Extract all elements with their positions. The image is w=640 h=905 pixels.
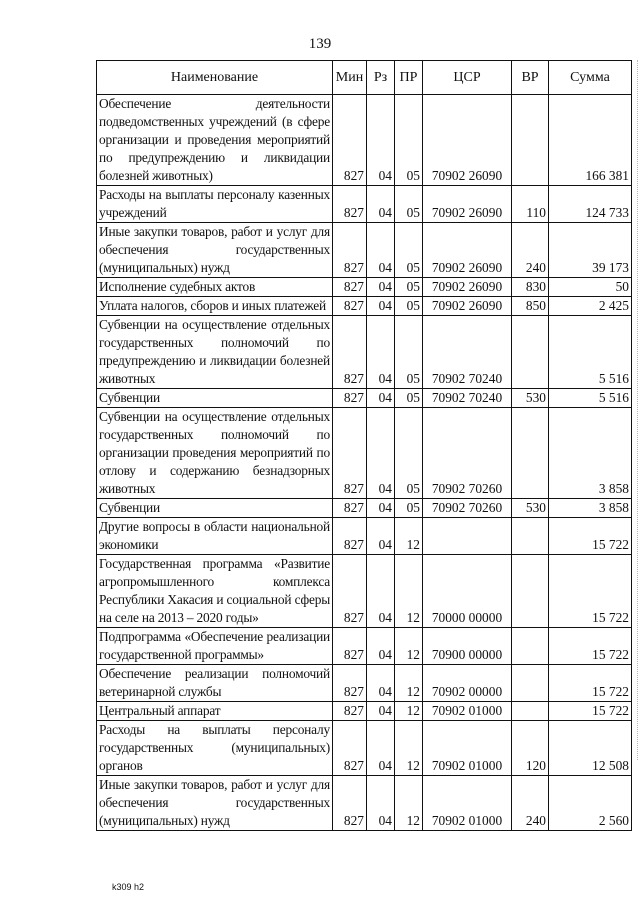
cell-sum: 124 733 xyxy=(549,186,632,223)
cell-min: 827 xyxy=(333,518,367,555)
cell-sum: 12 508 xyxy=(549,721,632,776)
cell-name: Субвенции xyxy=(97,389,333,408)
cell-vr: 530 xyxy=(512,499,549,518)
cell-pr: 05 xyxy=(395,278,423,297)
cell-vr xyxy=(512,628,549,665)
cell-rz: 04 xyxy=(367,628,395,665)
cell-csr: 70902 70260 xyxy=(423,408,512,499)
cell-min: 827 xyxy=(333,702,367,721)
cell-vr: 830 xyxy=(512,278,549,297)
table-row xyxy=(97,628,632,665)
cell-sum: 15 722 xyxy=(549,518,632,555)
cell-csr: 70902 70240 xyxy=(423,316,512,389)
table-row xyxy=(97,297,632,316)
cell-min: 827 xyxy=(333,776,367,831)
header-vr: ВР xyxy=(512,61,549,95)
header-name: Наименование xyxy=(97,61,333,95)
cell-csr: 70902 26090 xyxy=(423,223,512,278)
cell-pr: 05 xyxy=(395,389,423,408)
table-row xyxy=(97,555,632,628)
cell-sum: 2 560 xyxy=(549,776,632,831)
cell-pr: 12 xyxy=(395,702,423,721)
table-row xyxy=(97,316,632,389)
cell-min: 827 xyxy=(333,278,367,297)
cell-min: 827 xyxy=(333,555,367,628)
table-row xyxy=(97,776,632,831)
cell-csr: 70902 70260 xyxy=(423,499,512,518)
cell-csr xyxy=(423,518,512,555)
cell-name: Субвенции на осуществление отдельных государственных полномочий по предупреждению и ликвидации болезней животных xyxy=(97,316,333,389)
cell-sum: 15 722 xyxy=(549,665,632,702)
cell-rz: 04 xyxy=(367,702,395,721)
cell-rz: 04 xyxy=(367,408,395,499)
cell-min: 827 xyxy=(333,223,367,278)
cell-vr xyxy=(512,408,549,499)
cell-sum: 5 516 xyxy=(549,316,632,389)
cell-min: 827 xyxy=(333,186,367,223)
cell-rz: 04 xyxy=(367,721,395,776)
header-rz: Рз xyxy=(367,61,395,95)
cell-sum: 2 425 xyxy=(549,297,632,316)
table-row xyxy=(97,389,632,408)
table-row xyxy=(97,499,632,518)
cell-min: 827 xyxy=(333,95,367,186)
cell-rz: 04 xyxy=(367,499,395,518)
cell-rz: 04 xyxy=(367,776,395,831)
cell-csr: 70902 26090 xyxy=(423,278,512,297)
cell-pr: 05 xyxy=(395,186,423,223)
cell-vr xyxy=(512,316,549,389)
cell-vr xyxy=(512,95,549,186)
cell-vr: 240 xyxy=(512,223,549,278)
cell-sum: 15 722 xyxy=(549,702,632,721)
cell-min: 827 xyxy=(333,665,367,702)
cell-rz: 04 xyxy=(367,278,395,297)
cell-min: 827 xyxy=(333,408,367,499)
cell-vr: 850 xyxy=(512,297,549,316)
cell-name: Обеспечение деятельности подведомственных учреждений (в сфере организации и проведения мероприятий по предупреждению и ликвидации болезней животных) xyxy=(97,95,333,186)
header-sum: Сумма xyxy=(549,61,632,95)
cell-vr: 530 xyxy=(512,389,549,408)
cell-csr: 70902 00000 xyxy=(423,665,512,702)
cell-vr xyxy=(512,702,549,721)
cell-name: Иные закупки товаров, работ и услуг для обеспечения государственных (муниципальных) нужд xyxy=(97,223,333,278)
cell-pr: 05 xyxy=(395,95,423,186)
table-header xyxy=(97,61,632,95)
cell-min: 827 xyxy=(333,316,367,389)
cell-min: 827 xyxy=(333,389,367,408)
header-min: Мин xyxy=(333,61,367,95)
footer-code: k309 h2 xyxy=(112,882,145,892)
cell-name: Субвенции xyxy=(97,499,333,518)
cell-rz: 04 xyxy=(367,518,395,555)
cell-csr: 70902 01000 xyxy=(423,721,512,776)
table-row xyxy=(97,721,632,776)
cell-vr xyxy=(512,518,549,555)
cell-sum: 39 173 xyxy=(549,223,632,278)
cell-name: Субвенции на осуществление отдельных государственных полномочий по организации проведения мероприятий по отлову и содержанию безнадзорных животных xyxy=(97,408,333,499)
cell-rz: 04 xyxy=(367,186,395,223)
cell-rz: 04 xyxy=(367,555,395,628)
cell-name: Подпрограмма «Обеспечение реализации государственной программы» xyxy=(97,628,333,665)
table-row xyxy=(97,95,632,186)
cell-vr: 240 xyxy=(512,776,549,831)
table-row xyxy=(97,223,632,278)
table-body xyxy=(97,95,632,831)
cell-pr: 12 xyxy=(395,776,423,831)
cell-name: Исполнение судебных актов xyxy=(97,278,333,297)
table-row xyxy=(97,186,632,223)
cell-pr: 12 xyxy=(395,555,423,628)
cell-vr xyxy=(512,555,549,628)
cell-csr: 70000 00000 xyxy=(423,555,512,628)
table-row xyxy=(97,278,632,297)
cell-name: Уплата налогов, сборов и иных платежей xyxy=(97,297,333,316)
cell-rz: 04 xyxy=(367,95,395,186)
cell-csr: 70902 26090 xyxy=(423,297,512,316)
cell-min: 827 xyxy=(333,499,367,518)
cell-sum: 3 858 xyxy=(549,408,632,499)
cell-rz: 04 xyxy=(367,389,395,408)
cell-sum: 166 381 xyxy=(549,95,632,186)
cell-name: Центральный аппарат xyxy=(97,702,333,721)
cell-pr: 05 xyxy=(395,316,423,389)
cell-pr: 12 xyxy=(395,665,423,702)
cell-pr: 05 xyxy=(395,408,423,499)
table-row xyxy=(97,408,632,499)
cell-sum: 15 722 xyxy=(549,555,632,628)
table-row xyxy=(97,518,632,555)
cell-rz: 04 xyxy=(367,665,395,702)
table-row xyxy=(97,702,632,721)
cell-rz: 04 xyxy=(367,223,395,278)
cell-sum: 15 722 xyxy=(549,628,632,665)
cell-pr: 12 xyxy=(395,628,423,665)
header-row xyxy=(97,61,632,95)
cell-name: Обеспечение реализации полномочий ветеринарной службы xyxy=(97,665,333,702)
cell-vr xyxy=(512,665,549,702)
cell-csr: 70902 70240 xyxy=(423,389,512,408)
page-number: 139 xyxy=(308,36,332,52)
budget-table xyxy=(96,60,632,831)
cell-min: 827 xyxy=(333,297,367,316)
cell-rz: 04 xyxy=(367,297,395,316)
header-csr: ЦСР xyxy=(423,61,512,95)
cell-csr: 70902 01000 xyxy=(423,776,512,831)
cell-name: Иные закупки товаров, работ и услуг для обеспечения государственных (муниципальных) нужд xyxy=(97,776,333,831)
cell-name: Другие вопросы в области национальной экономики xyxy=(97,518,333,555)
cell-name: Государственная программа «Развитие агропромышленного комплекса Республики Хакасия и социальной сферы на селе на 2013 – 2020 годы» xyxy=(97,555,333,628)
cell-csr: 70900 00000 xyxy=(423,628,512,665)
cell-pr: 05 xyxy=(395,499,423,518)
header-pr: ПР xyxy=(395,61,423,95)
cell-sum: 3 858 xyxy=(549,499,632,518)
cell-pr: 12 xyxy=(395,721,423,776)
cell-min: 827 xyxy=(333,628,367,665)
cell-vr: 110 xyxy=(512,186,549,223)
cell-min: 827 xyxy=(333,721,367,776)
cell-pr: 05 xyxy=(395,297,423,316)
table-row xyxy=(97,665,632,702)
cell-sum: 50 xyxy=(549,278,632,297)
cell-csr: 70902 26090 xyxy=(423,186,512,223)
margin-dotted-line xyxy=(629,60,638,760)
cell-pr: 05 xyxy=(395,223,423,278)
cell-csr: 70902 26090 xyxy=(423,95,512,186)
cell-name: Расходы на выплаты персоналу казенных учреждений xyxy=(97,186,333,223)
cell-rz: 04 xyxy=(367,316,395,389)
cell-sum: 5 516 xyxy=(549,389,632,408)
cell-csr: 70902 01000 xyxy=(423,702,512,721)
cell-vr: 120 xyxy=(512,721,549,776)
cell-name: Расходы на выплаты персоналу государственных (муниципальных) органов xyxy=(97,721,333,776)
cell-pr: 12 xyxy=(395,518,423,555)
